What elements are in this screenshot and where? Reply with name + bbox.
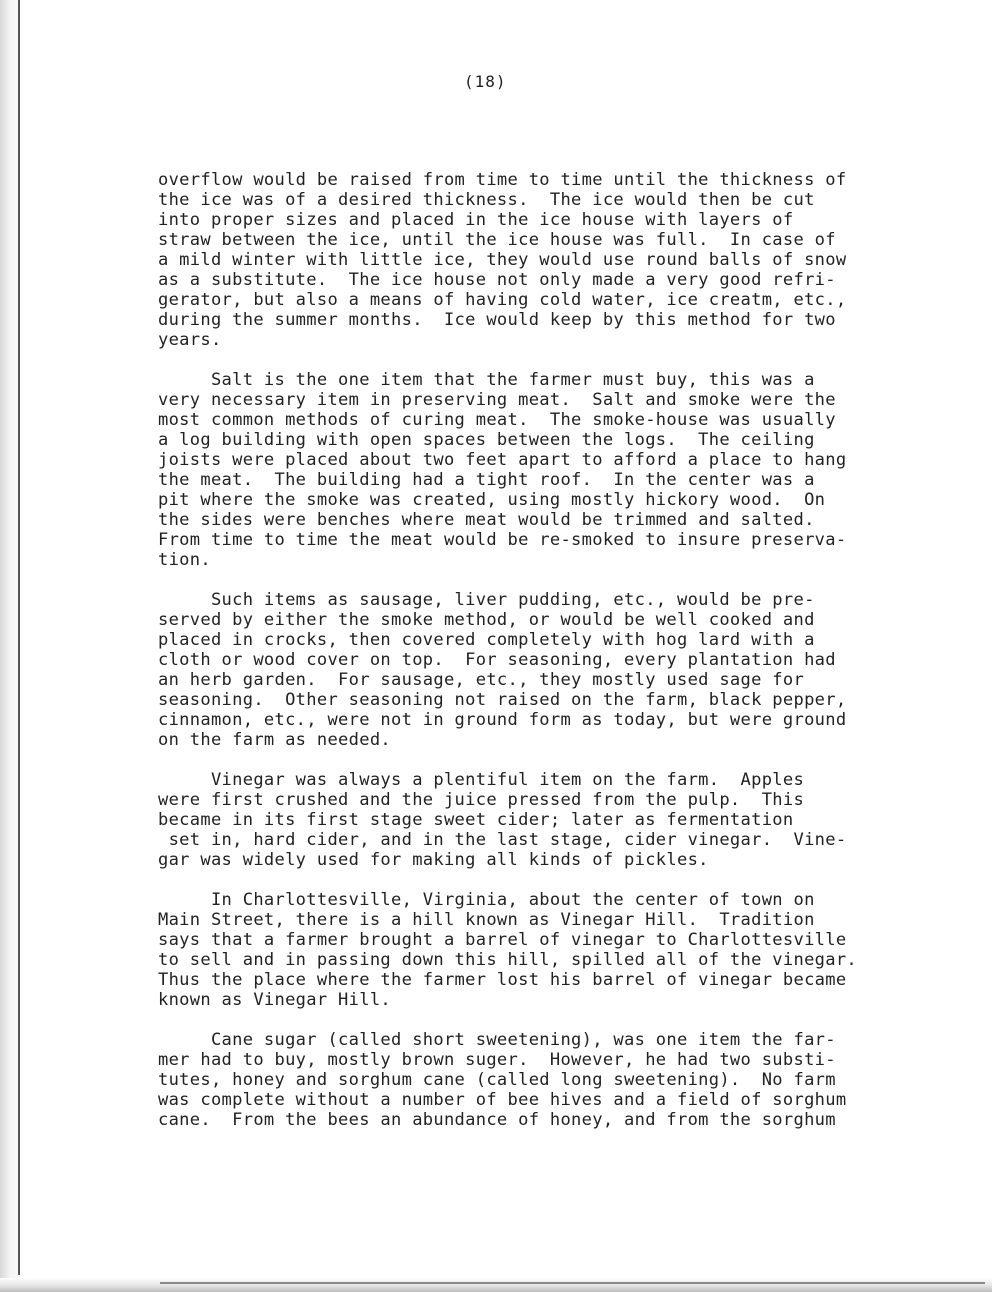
text-line: as a substitute. The ice house not only made a very good refri- — [158, 270, 836, 290]
text-line: years. — [158, 330, 222, 350]
text-line: gerator, but also a means of having cold water, ice creatm, etc., — [158, 290, 847, 310]
paragraph-salt-smoke — [158, 370, 958, 570]
document-body — [158, 170, 958, 1150]
text-line: From time to time the meat would be re-smoked to insure preserva- — [158, 530, 847, 550]
text-line: a log building with open spaces between the logs. The ceiling — [158, 430, 815, 450]
text-line: very necessary item in preserving meat. Salt and smoke were the — [158, 390, 836, 410]
text-line: overflow would be raised from time to time until the thickness of — [158, 170, 847, 190]
text-line: Salt is the one item that the farmer must buy, this was a — [158, 370, 815, 390]
page-left-edge — [0, 0, 26, 1292]
text-line: In Charlottesville, Virginia, about the center of town on — [158, 890, 815, 910]
text-line: placed in crocks, then covered completely with hog lard with a — [158, 630, 815, 650]
text-line: into proper sizes and placed in the ice house with layers of — [158, 210, 794, 230]
text-line: cloth or wood cover on top. For seasoning, every plantation had — [158, 650, 836, 670]
text-line: the meat. The building had a tight roof. In the center was a — [158, 470, 815, 490]
text-line: joists were placed about two feet apart to afford a place to hang — [158, 450, 847, 470]
text-line: was complete without a number of bee hives and a field of sorghum — [158, 1090, 847, 1110]
text-line: gar was widely used for making all kinds of pickles. — [158, 850, 709, 870]
paragraph-sausage-seasoning — [158, 590, 958, 750]
text-line: cinnamon, etc., were not in ground form as today, but were ground — [158, 710, 847, 730]
text-line: pit where the smoke was created, using mostly hickory wood. On — [158, 490, 826, 510]
page-number: (18) — [464, 72, 507, 91]
page-bottom-edge — [0, 1278, 992, 1292]
text-line: straw between the ice, until the ice house was full. In case of — [158, 230, 836, 250]
paragraph-vinegar-hill — [158, 890, 958, 1010]
text-line: cane. From the bees an abundance of honey, and from the sorghum — [158, 1110, 836, 1130]
text-line: on the farm as needed. — [158, 730, 392, 750]
text-line: most common methods of curing meat. The smoke-house was usually — [158, 410, 836, 430]
text-line: Such items as sausage, liver pudding, etc., would be pre- — [158, 590, 815, 610]
text-line: Thus the place where the farmer lost his barrel of vinegar became — [158, 970, 847, 990]
text-line: the sides were benches where meat would be trimmed and salted. — [158, 510, 815, 530]
text-line: Main Street, there is a hill known as Vinegar Hill. Tradition — [158, 910, 815, 930]
text-line: during the summer months. Ice would keep by this method for two — [158, 310, 836, 330]
text-line: says that a farmer brought a barrel of vinegar to Charlottesville — [158, 930, 847, 950]
text-line: Vinegar was always a plentiful item on the farm. Apples — [158, 770, 805, 790]
text-line: tutes, honey and sorghum cane (called long sweetening). No farm — [158, 1070, 836, 1090]
text-line: a mild winter with little ice, they would use round balls of snow — [158, 250, 847, 270]
paragraph-ice-house — [158, 170, 958, 350]
text-line: were first crushed and the juice pressed from the pulp. This — [158, 790, 805, 810]
bottom-rule — [160, 1282, 985, 1284]
text-line: known as Vinegar Hill. — [158, 990, 392, 1010]
paragraph-vinegar — [158, 770, 958, 870]
text-line: became in its first stage sweet cider; later as fermentation — [158, 810, 794, 830]
text-line: Cane sugar (called short sweetening), was one item the far- — [158, 1030, 836, 1050]
text-line: tion. — [158, 550, 211, 570]
text-line: the ice was of a desired thickness. The ice would then be cut — [158, 190, 815, 210]
text-line: to sell and in passing down this hill, spilled all of the vinegar. — [158, 950, 858, 970]
text-line: seasoning. Other seasoning not raised on the farm, black pepper, — [158, 690, 847, 710]
text-line: served by either the smoke method, or would be well cooked and — [158, 610, 815, 630]
text-line: set in, hard cider, and in the last stage, cider vinegar. Vine- — [158, 830, 847, 850]
text-line: an herb garden. For sausage, etc., they mostly used sage for — [158, 670, 805, 690]
paragraph-cane-sugar — [158, 1030, 958, 1130]
text-line: mer had to buy, mostly brown suger. However, he had two substi- — [158, 1050, 836, 1070]
binding-edge-line — [18, 0, 20, 1275]
